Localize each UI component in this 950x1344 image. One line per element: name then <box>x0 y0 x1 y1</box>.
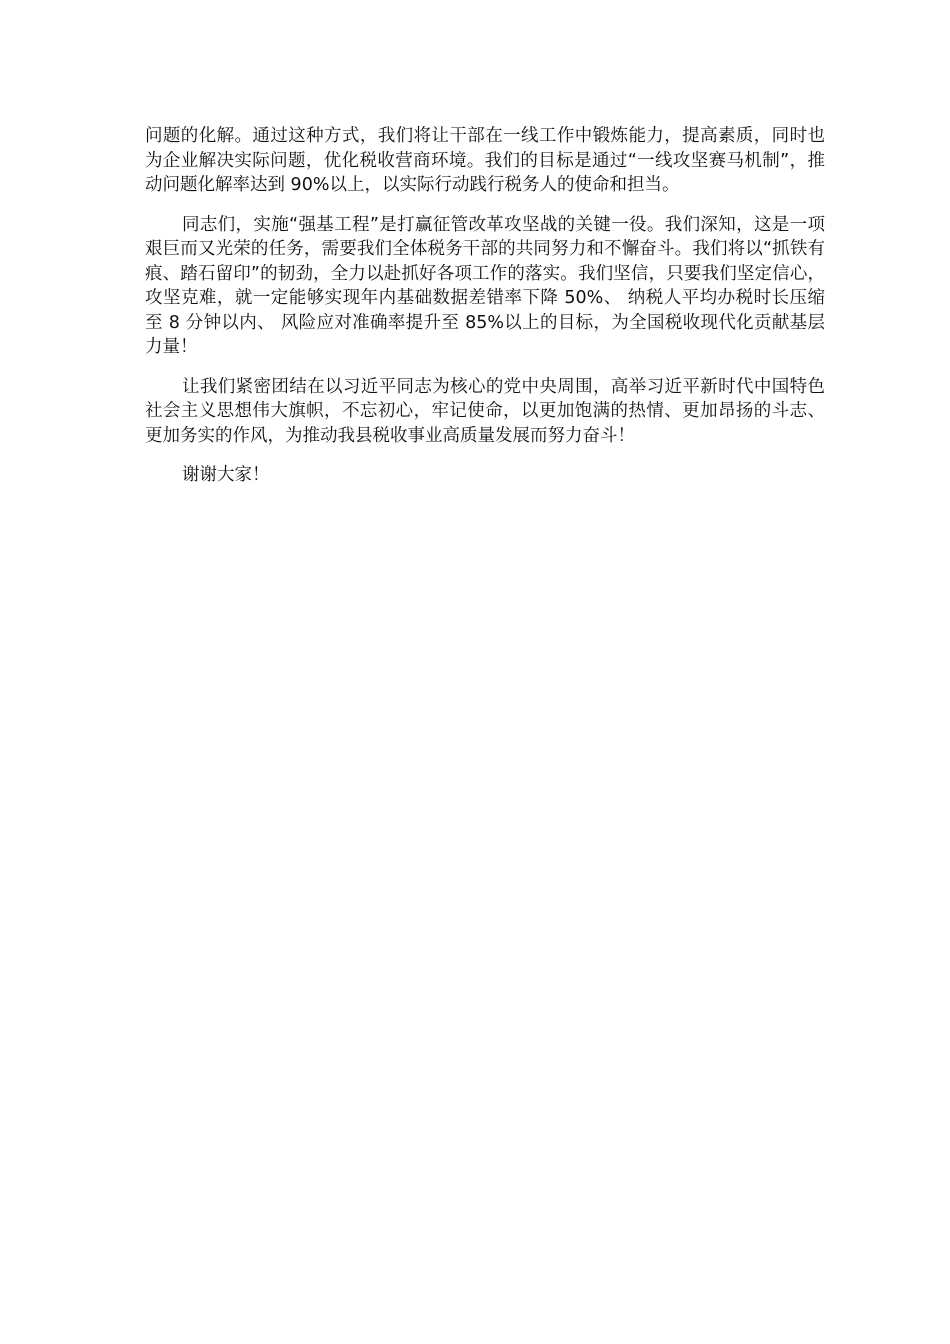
paragraph-qiangji-project: 同志们，实施“强基工程”是打赢征管改革攻坚战的关键一役。我们深知，这是一项艰巨而又光荣的任务，需要我们全体税务干部的共同努力和不懈奋斗。我们将以“抓铁有痕、踏石留印”的韧劲，全力以赴抓好各项工作的落实。我们坚信，只要我们坚定信心，攻坚克难，就一定能够实现年内基础数据差错率下降 50%、 纳税人平均办税时长压缩至 8 分钟以内、 风险应对准确率提升至 85%以上的目标，为全国税收现代化贡献基层力量！ <box>145 214 825 357</box>
paragraph-closing-call: 让我们紧密团结在以习近平同志为核心的党中央周围，高举习近平新时代中国特色社会主义思想伟大旗帜，不忘初心，牢记使命，以更加饱满的热情、更加昂扬的斗志、更加务实的作风，为推动我县税收事业高质量发展而努力奋斗！ <box>145 376 825 446</box>
document-body <box>145 124 825 503</box>
paragraph-thanks: 谢谢大家！ <box>182 465 270 485</box>
paragraph-continued: 问题的化解。通过这种方式，我们将让干部在一线工作中锻炼能力，提高素质，同时也为企业解决实际问题，优化税收营商环境。我们的目标是通过“一线攻坚赛马机制”，推动问题化解率达到 90%以上，以实际行动践行税务人的使命和担当。 <box>145 126 825 195</box>
